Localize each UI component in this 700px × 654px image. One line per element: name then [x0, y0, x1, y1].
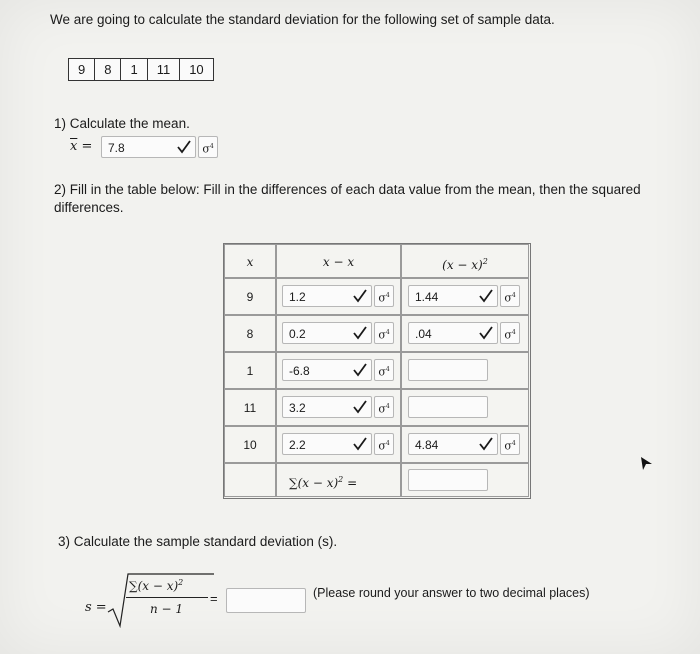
- sigma-key-icon[interactable]: $\sigma^4$: [500, 285, 520, 307]
- squared-answer-box[interactable]: 1.44: [408, 285, 498, 307]
- mean-answer-value: 7.8: [108, 141, 125, 155]
- diff-cell: [276, 315, 401, 352]
- check-icon: [479, 325, 493, 341]
- sample-value: 10: [189, 62, 204, 77]
- sigma-key-icon[interactable]: $\sigma^4$: [374, 433, 394, 455]
- check-icon: [353, 362, 367, 378]
- check-icon: [479, 288, 493, 304]
- x-value-cell: 10: [224, 426, 276, 463]
- squared-answer-box[interactable]: .04: [408, 322, 498, 344]
- diff-cell: [276, 352, 401, 389]
- squared-answer-box[interactable]: [408, 396, 488, 418]
- q2-title: 2) Fill in the table below: Fill in the differences of each data value from the mean, then the squared differences.: [54, 182, 641, 215]
- diff-cell: [276, 278, 401, 315]
- sample-value: 9: [69, 59, 95, 80]
- squared-cell: [401, 315, 529, 352]
- sum-label: $\sum(x - x)^2$ =: [289, 475, 358, 490]
- check-icon: [353, 399, 367, 415]
- sd-answer-box[interactable]: [226, 588, 306, 613]
- check-icon: [479, 436, 493, 452]
- header-x: x: [224, 244, 276, 278]
- diff-answer-box[interactable]: 1.2: [282, 285, 372, 307]
- check-icon: [353, 325, 367, 341]
- squared-cell: [401, 278, 529, 315]
- sum-row-blank: [224, 463, 276, 497]
- x-value-cell: 9: [224, 278, 276, 315]
- sigma-key-icon[interactable]: $\sigma^4$: [374, 322, 394, 344]
- deviation-table: [223, 243, 531, 499]
- diff-answer-box[interactable]: 0.2: [282, 322, 372, 344]
- sum-value-cell: [401, 463, 529, 497]
- sigma-key-icon[interactable]: $\sigma^4$: [374, 359, 394, 381]
- sigma-key-icon[interactable]: $\sigma^4$: [198, 136, 218, 158]
- sample-value: 1: [121, 59, 147, 80]
- rounding-hint: (Please round your answer to two decimal places): [313, 586, 590, 600]
- header-squared: $(x - x)^2$: [401, 244, 529, 278]
- sum-label-cell: [276, 463, 401, 497]
- check-icon: [353, 288, 367, 304]
- sample-data-row: [68, 58, 214, 81]
- squared-cell: [401, 389, 529, 426]
- sample-value: 8: [95, 59, 121, 80]
- sample-value: 11: [148, 59, 181, 80]
- diff-answer-box[interactable]: 3.2: [282, 396, 372, 418]
- sigma-key-icon[interactable]: $\sigma^4$: [500, 322, 520, 344]
- sd-numerator: $\sum(x - x)^2$: [129, 578, 184, 593]
- x-value-cell: 11: [224, 389, 276, 426]
- x-value-cell: 8: [224, 315, 276, 352]
- q1-title: 1) Calculate the mean.: [54, 116, 190, 131]
- squared-answer-box[interactable]: 4.84: [408, 433, 498, 455]
- mean-answer-box[interactable]: [101, 136, 196, 158]
- x-value-cell: 1: [224, 352, 276, 389]
- diff-answer-box[interactable]: 2.2: [282, 433, 372, 455]
- mean-equation: $\overline{x}$ =: [70, 139, 93, 154]
- fraction-bar: [126, 597, 208, 598]
- sd-equals: =: [210, 591, 218, 606]
- squared-cell: [401, 426, 529, 463]
- diff-cell: [276, 426, 401, 463]
- header-diff: x − x: [276, 244, 401, 278]
- q3-title: 3) Calculate the sample standard deviation (s).: [58, 534, 338, 549]
- diff-cell: [276, 389, 401, 426]
- mouse-pointer-icon: [640, 456, 654, 472]
- sd-denominator: n − 1: [150, 602, 184, 616]
- sigma-key-icon[interactable]: $\sigma^4$: [374, 285, 394, 307]
- mean-symbol: $\overline{x}$: [70, 139, 78, 154]
- sum-answer-box[interactable]: [408, 469, 488, 491]
- sigma-key-icon[interactable]: $\sigma^4$: [374, 396, 394, 418]
- diff-answer-box[interactable]: -6.8: [282, 359, 372, 381]
- sigma-key-icon[interactable]: $\sigma^4$: [500, 433, 520, 455]
- intro-text: We are going to calculate the standard deviation for the following set of sample data.: [50, 12, 555, 27]
- squared-answer-box[interactable]: [408, 359, 488, 381]
- squared-cell: [401, 352, 529, 389]
- s-equals: s =: [85, 600, 107, 615]
- check-icon: [177, 139, 191, 155]
- check-icon: [353, 436, 367, 452]
